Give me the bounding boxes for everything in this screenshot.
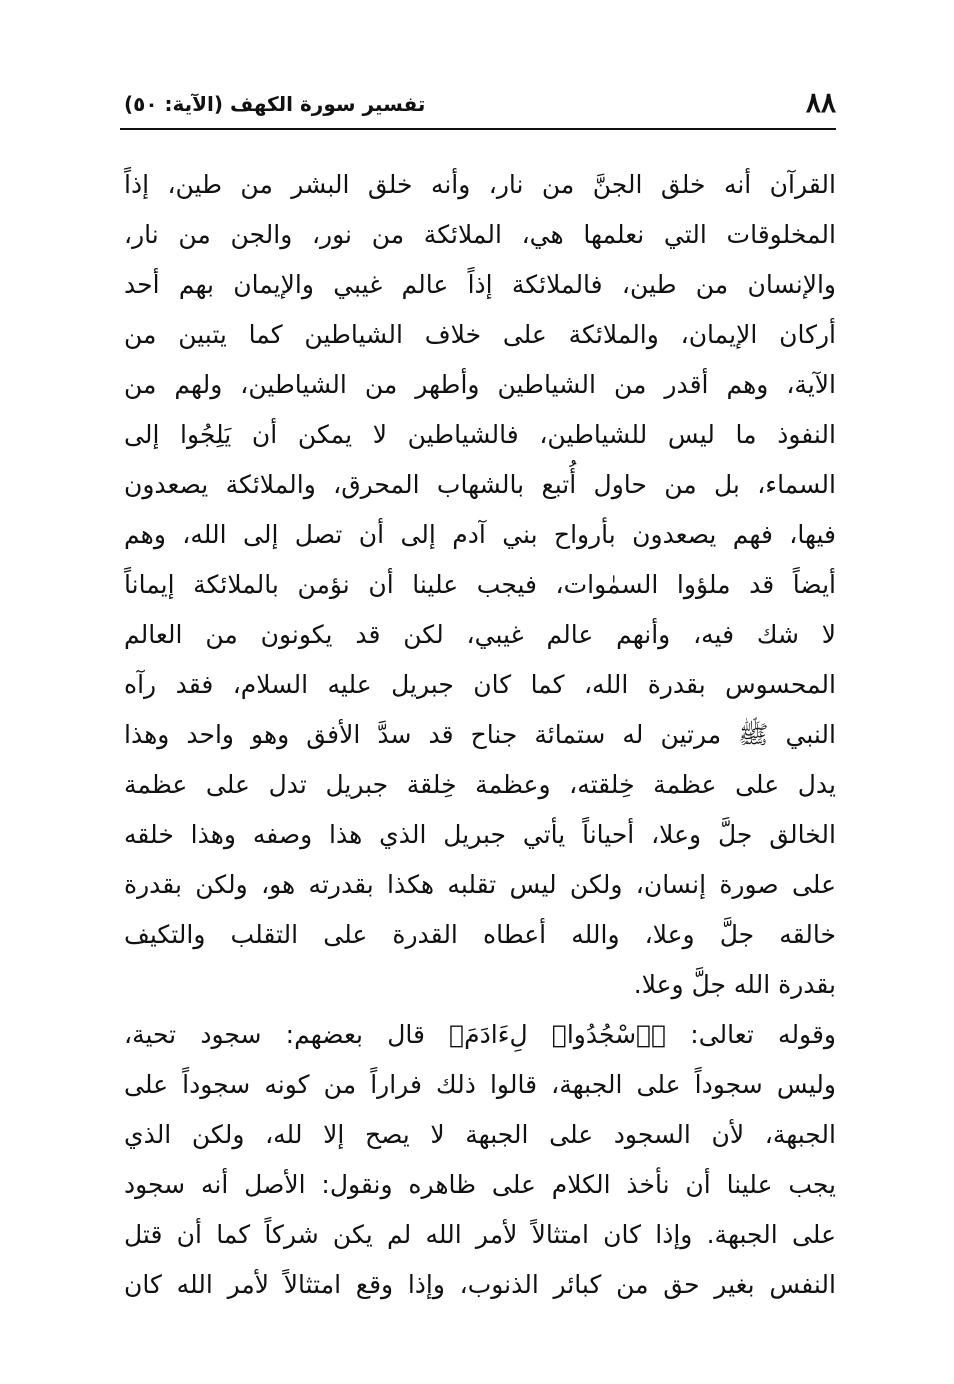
- text-line: الخالق جلَّ وعلا، أحياناً يأتي جبريل الذي هذا وصفه وهذا خلقه: [124, 820, 836, 849]
- page-header: [124, 84, 836, 124]
- text-line: فيها، فهم يصعدون بأرواح بني آدم إلى أن تصل إلى الله، وهم: [124, 520, 836, 549]
- running-title: تفسير سورة الكهف (الآية: ٥٠): [124, 92, 426, 116]
- text-line: أيضاً قد ملؤوا السمٰوات، فيجب علينا أن نؤمن بالملائكة إيماناً: [124, 570, 836, 599]
- text-line: على الجبهة. وإذا كان امتثالاً لأمر الله لم يكن شركاً كما أن قتل: [124, 1220, 836, 1249]
- paragraph-2: [124, 1010, 836, 1310]
- header-divider: [120, 128, 836, 130]
- text-line: على صورة إنسان، ولكن ليس تقلبه هكذا بقدرته هو، ولكن بقدرة: [124, 870, 836, 899]
- text-line: وقوله تعالى: ﴿ٱسْجُدُوا۟ لِءَادَمَ﴾ قال بعضهم: سجود تحية،: [124, 1020, 836, 1049]
- page-number: ٨٨: [805, 86, 836, 119]
- paragraph-1: [124, 160, 836, 1010]
- text-line: يجب علينا أن نأخذ الكلام على ظاهره ونقول: الأصل أنه سجود: [124, 1170, 836, 1199]
- text-line: النبي ﷺ مرتين له ستمائة جناح قد سدَّ الأفق وهو واحد وهذا: [124, 720, 836, 749]
- text-line: أركان الإيمان، والملائكة على خلاف الشياطين كما يتبين من: [124, 320, 836, 349]
- text-line: الجبهة، لأن السجود على الجبهة لا يصح إلا لله، ولكن الذي: [124, 1120, 836, 1149]
- text-line: يدل على عظمة خِلقته، وعظمة خِلقة جبريل تدل على عظمة: [124, 770, 836, 799]
- text-line: والإنسان من طين، فالملائكة إذاً عالم غيبي والإيمان بهم أحد: [124, 270, 836, 299]
- text-line: وليس سجوداً على الجبهة، قالوا ذلك فراراً من كونه سجوداً على: [124, 1070, 836, 1099]
- text-line: المحسوس بقدرة الله، كما كان جبريل عليه السلام، فقد رآه: [124, 670, 836, 699]
- text-line: المخلوقات التي نعلمها هي، الملائكة من نور، والجن من نار،: [124, 220, 836, 249]
- text-line: لا شك فيه، وأنهم عالم غيبي، لكن قد يكونون من العالم: [124, 620, 836, 649]
- text-line: بقدرة الله جلَّ وعلا.: [633, 970, 836, 999]
- text-line: الآية، وهم أقدر من الشياطين وأطهر من الشياطين، ولهم من: [124, 370, 836, 399]
- text-line: خالقه جلَّ وعلا، والله أعطاه القدرة على التقلب والتكيف: [124, 920, 836, 949]
- text-line: النفوذ ما ليس للشياطين، فالشياطين لا يمكن أن يَلِجُوا إلى: [124, 420, 836, 449]
- text-line: النفس بغير حق من كبائر الذنوب، وإذا وقع امتثالاً لأمر الله كان: [124, 1270, 836, 1299]
- text-line: القرآن أنه خلق الجنَّ من نار، وأنه خلق البشر من طين، إذاً: [124, 170, 836, 199]
- text-line: السماء، بل من حاول أُتبع بالشهاب المحرق، والملائكة يصعدون: [124, 470, 836, 499]
